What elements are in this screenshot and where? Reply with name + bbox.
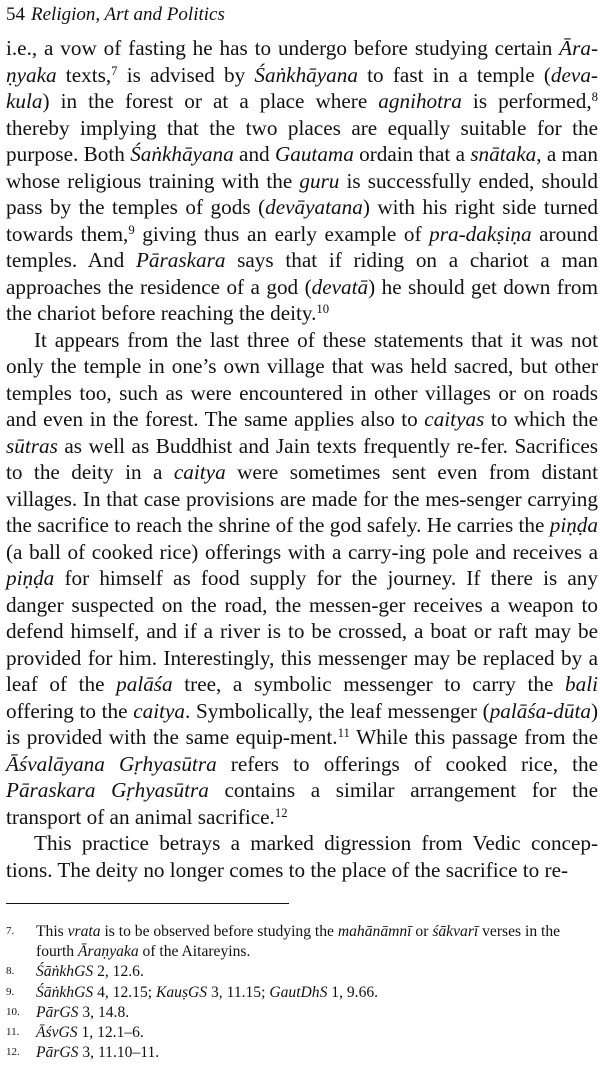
footnote — [6, 922, 598, 962]
italic-term: GautDhS — [269, 983, 328, 1001]
italic-term: deva-kula — [6, 62, 598, 113]
running-head — [6, 2, 600, 28]
footnote-number: 9. — [6, 985, 15, 998]
footnote-ref: 11 — [337, 726, 350, 741]
text-run: offering to the — [6, 698, 134, 723]
text-run: , a man whose religious training with the — [6, 142, 599, 193]
text-run: 1, 9.66. — [327, 983, 379, 1001]
italic-term: śākvarī — [432, 923, 479, 940]
footnote-ref: 7 — [111, 63, 118, 78]
footnote-ref: 9 — [128, 222, 135, 237]
text-run: is successfully ended, should pass by the temples of gods ( — [6, 168, 598, 219]
italic-term: Pāraskara Gṛhyasūtra — [6, 778, 209, 802]
text-run: as well as Buddhist and Jain texts frequently re-fer. Sacrifices to the deity in a — [6, 433, 598, 484]
paragraph — [6, 35, 598, 327]
italic-term: agnihotra — [378, 89, 462, 113]
text-run: is advised by — [117, 62, 255, 87]
text-run: ) in the forest or at a place where — [42, 89, 379, 113]
paragraph — [6, 830, 598, 883]
text-run: for himself as food supply for the journey. If there is any danger suspected on the road, the messen-ger receives a weapon to defend himself, and if a river is to be crossed, a boat or raft may be provided for him. Interestingly, this messenger may be replaced by a leaf of the — [6, 566, 598, 696]
italic-term: Śaṅkhāyana — [130, 142, 234, 166]
footnote — [6, 1023, 598, 1043]
italic-term: vrata — [67, 923, 101, 940]
text-run: This — [36, 923, 68, 940]
text-run: thereby implying that the two places are equally suitable for the purpose. Both — [6, 115, 598, 166]
italic-term: ĀśvGS — [36, 1024, 78, 1042]
italic-term: Āra-ṇyaka — [6, 36, 598, 87]
text-run: texts, — [56, 62, 112, 87]
italic-term: caitya — [133, 698, 186, 723]
text-run: This practice betrays a marked digression from Vedic concep-tions. The deity no longer comes to the place of the sacrifice to re- — [6, 831, 598, 882]
footnote-ref: 12 — [274, 805, 288, 820]
italic-term: PārGS — [36, 1044, 79, 1062]
italic-term: Pāraskara — [135, 248, 226, 272]
text-run: of the Aitareyins. — [138, 943, 251, 961]
text-run: . Symbolically, the leaf messenger ( — [185, 698, 490, 723]
italic-term: KauṣGS — [155, 983, 208, 1001]
page-number: 54 — [6, 4, 25, 25]
text-run: 1, 12.1–6. — [77, 1024, 144, 1042]
footnote-number: 10. — [6, 1005, 20, 1018]
footnote-number: 12. — [6, 1046, 20, 1059]
text-run: is performed, — [461, 89, 592, 113]
footnote — [6, 1043, 598, 1063]
italic-term: Āraṇyaka — [78, 943, 139, 961]
text-run: It appears from the last three of these statements that it was not only the temple in one’s own village that was held sacred, but other temples too, such as were encountered in other villages or on roads and even in the forest. The same applies also to — [6, 327, 598, 431]
italic-term: Gautama — [274, 142, 354, 166]
italic-term: devāyatana — [265, 195, 363, 219]
text-run: around temples. And — [6, 221, 598, 272]
italic-term: palāśa-dūta — [489, 698, 591, 723]
text-run: 3, 11.10–11. — [78, 1044, 160, 1062]
text-run: 3, 11.15; — [207, 983, 270, 1001]
footnote — [6, 1003, 598, 1023]
footnotes — [6, 922, 598, 1063]
text-run: to fast in a temple ( — [357, 62, 551, 87]
text-run: refers to offerings of cooked rice, the — [216, 751, 598, 776]
italic-term: caityas — [424, 407, 485, 431]
footnote-ref: 10 — [316, 302, 330, 317]
text-run: contains a similar arrangement for the transport of an animal sacrifice. — [6, 778, 598, 829]
text-run: giving thus an early example of — [134, 221, 430, 246]
italic-term: Āśvalāyana Gṛhyasūtra — [6, 751, 217, 776]
italic-term: piṇḍa — [549, 513, 598, 537]
text-run: is to be observed before studying the — [100, 923, 338, 940]
italic-term: guru — [299, 168, 340, 193]
text-run: and — [233, 142, 275, 166]
text-run: were sometimes sent even from distant villages. In that case provisions are made for the mes-senger carrying the sacrifice to reach the shrine of the god safely. He carries the — [6, 460, 598, 537]
text-run: ordain that a — [353, 142, 471, 166]
text-run: i.e., a vow of fasting he has to undergo before studying certain — [6, 36, 560, 60]
footnote-divider — [6, 903, 289, 904]
footnote-ref: 8 — [591, 90, 598, 105]
italic-term: caitya — [173, 460, 226, 484]
text-run: (a ball of cooked rice) offerings with a carry-ing pole and receives a — [6, 539, 598, 564]
text-run: to which the — [484, 407, 598, 431]
text-run: ) he should get down from the chariot before reaching the deity. — [6, 274, 598, 325]
text-run: 3, 14.8. — [78, 1003, 130, 1021]
italic-term: sūtras — [6, 433, 58, 458]
text-run: says that if riding on a chariot a man approaches the residence of a god ( — [6, 248, 598, 299]
footnote-number: 7. — [6, 925, 15, 937]
body-text — [6, 35, 598, 883]
text-run: 2, 12.6. — [93, 963, 144, 981]
text-run: ) with his right side turned towards them, — [6, 195, 598, 246]
text-run: While this passage from the — [349, 725, 598, 749]
text-run: 4, 12.15; — [93, 983, 156, 1001]
italic-term: bali — [565, 672, 598, 696]
italic-term: pra-dakṣiṇa — [429, 221, 532, 246]
footnote — [6, 962, 598, 982]
paragraph — [6, 327, 598, 831]
footnote-number: 11. — [6, 1026, 20, 1039]
italic-term: Śaṅkhāyana — [254, 62, 358, 87]
italic-term: ŚāṅkhGS — [36, 983, 94, 1001]
footnote-number: 8. — [6, 965, 15, 978]
italic-term: mahānāmnī — [337, 923, 412, 940]
italic-term: snātaka — [470, 142, 537, 166]
italic-term: ŚāṅkhGS — [36, 963, 94, 981]
footnote — [6, 983, 598, 1003]
text-run: verses in the fourth — [36, 923, 561, 961]
text-run: or — [411, 923, 433, 940]
italic-term: devatā — [311, 274, 369, 299]
running-title: Religion, Art and Politics — [31, 4, 225, 25]
italic-term: piṇḍa — [6, 566, 55, 590]
italic-term: palāśa — [116, 672, 173, 696]
text-run: tree, a symbolic messenger to carry the — [172, 672, 566, 696]
text-run: ) is provided with the same equip-ment. — [6, 698, 598, 749]
italic-term: PārGS — [36, 1003, 79, 1021]
